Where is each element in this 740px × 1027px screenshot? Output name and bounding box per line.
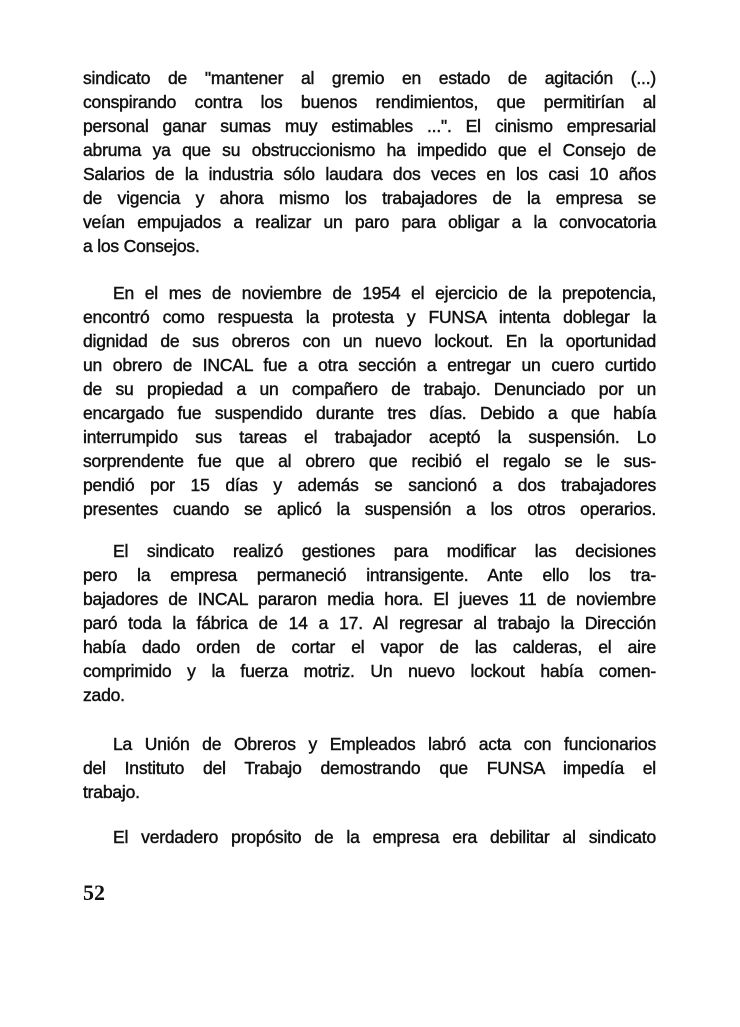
text-line: encontró como respuesta la protesta y FUNSA intenta doblegar la — [83, 307, 656, 327]
text-line: del Instituto del Trabajo demostrando que FUNSA impedía el — [83, 758, 656, 778]
text-line: comprimido y la fuerza motriz. Un nuevo lockout había comen- — [83, 661, 656, 681]
text-line: Salarios de la industria sólo laudara dos veces en los casi 10 años — [83, 164, 656, 184]
text-line: La Unión de Obreros y Empleados labró acta con funcionarios — [113, 734, 656, 754]
text-line: El sindicato realizó gestiones para modificar las decisiones — [113, 541, 656, 561]
text-line: a los Consejos. — [83, 236, 200, 256]
text-line: zado. — [83, 685, 125, 705]
text-line: de su propiedad a un compañero de trabajo. Denunciado por un — [83, 379, 656, 399]
text-line: abruma ya que su obstruccionismo ha impedido que el Consejo de — [83, 140, 656, 160]
text-line: paró toda la fábrica de 14 a 17. Al regresar al trabajo la Dirección — [83, 613, 656, 633]
text-line: El verdadero propósito de la empresa era debilitar al sindicato — [113, 827, 656, 847]
text-line: personal ganar sumas muy estimables ...". El cinismo empresarial — [83, 116, 656, 136]
text-line: sindicato de "mantener al gremio en estado de agitación (...) — [83, 68, 656, 88]
paragraph-4 — [83, 732, 656, 804]
text-line: interrumpido sus tareas el trabajador aceptó la suspensión. Lo — [83, 427, 656, 447]
text-line: un obrero de INCAL fue a otra sección a entregar un cuero curtido — [83, 355, 656, 375]
paragraph-3 — [83, 539, 656, 707]
page-number: 52 — [83, 880, 105, 905]
text-line: dignidad de sus obreros con un nuevo lockout. En la oportunidad — [83, 331, 656, 351]
text-line: bajadores de INCAL pararon media hora. El jueves 11 de noviembre — [83, 589, 656, 609]
text-line: trabajo. — [83, 782, 140, 802]
text-line: En el mes de noviembre de 1954 el ejercicio de la prepotencia, — [113, 283, 656, 303]
text-line: veían empujados a realizar un paro para obligar a la convocatoria — [83, 212, 656, 232]
paragraph-1 — [83, 66, 656, 258]
text-line: sorprendente fue que al obrero que recibió el regalo se le sus- — [83, 451, 656, 471]
text-line: de vigencia y ahora mismo los trabajadores de la empresa se — [83, 188, 656, 208]
text-line: pero la empresa permaneció intransigente. Ante ello los tra- — [83, 565, 656, 585]
text-line: pendió por 15 días y además se sancionó a dos trabajadores — [83, 475, 656, 495]
text-line: encargado fue suspendido durante tres días. Debido a que había — [83, 403, 656, 423]
text-line: había dado orden de cortar el vapor de las calderas, el aire — [83, 637, 656, 657]
text-line: conspirando contra los buenos rendimientos, que permitirían al — [83, 92, 656, 112]
paragraph-5 — [83, 825, 656, 849]
paragraph-2 — [83, 281, 656, 521]
text-line: presentes cuando se aplicó la suspensión a los otros operarios. — [83, 499, 656, 519]
